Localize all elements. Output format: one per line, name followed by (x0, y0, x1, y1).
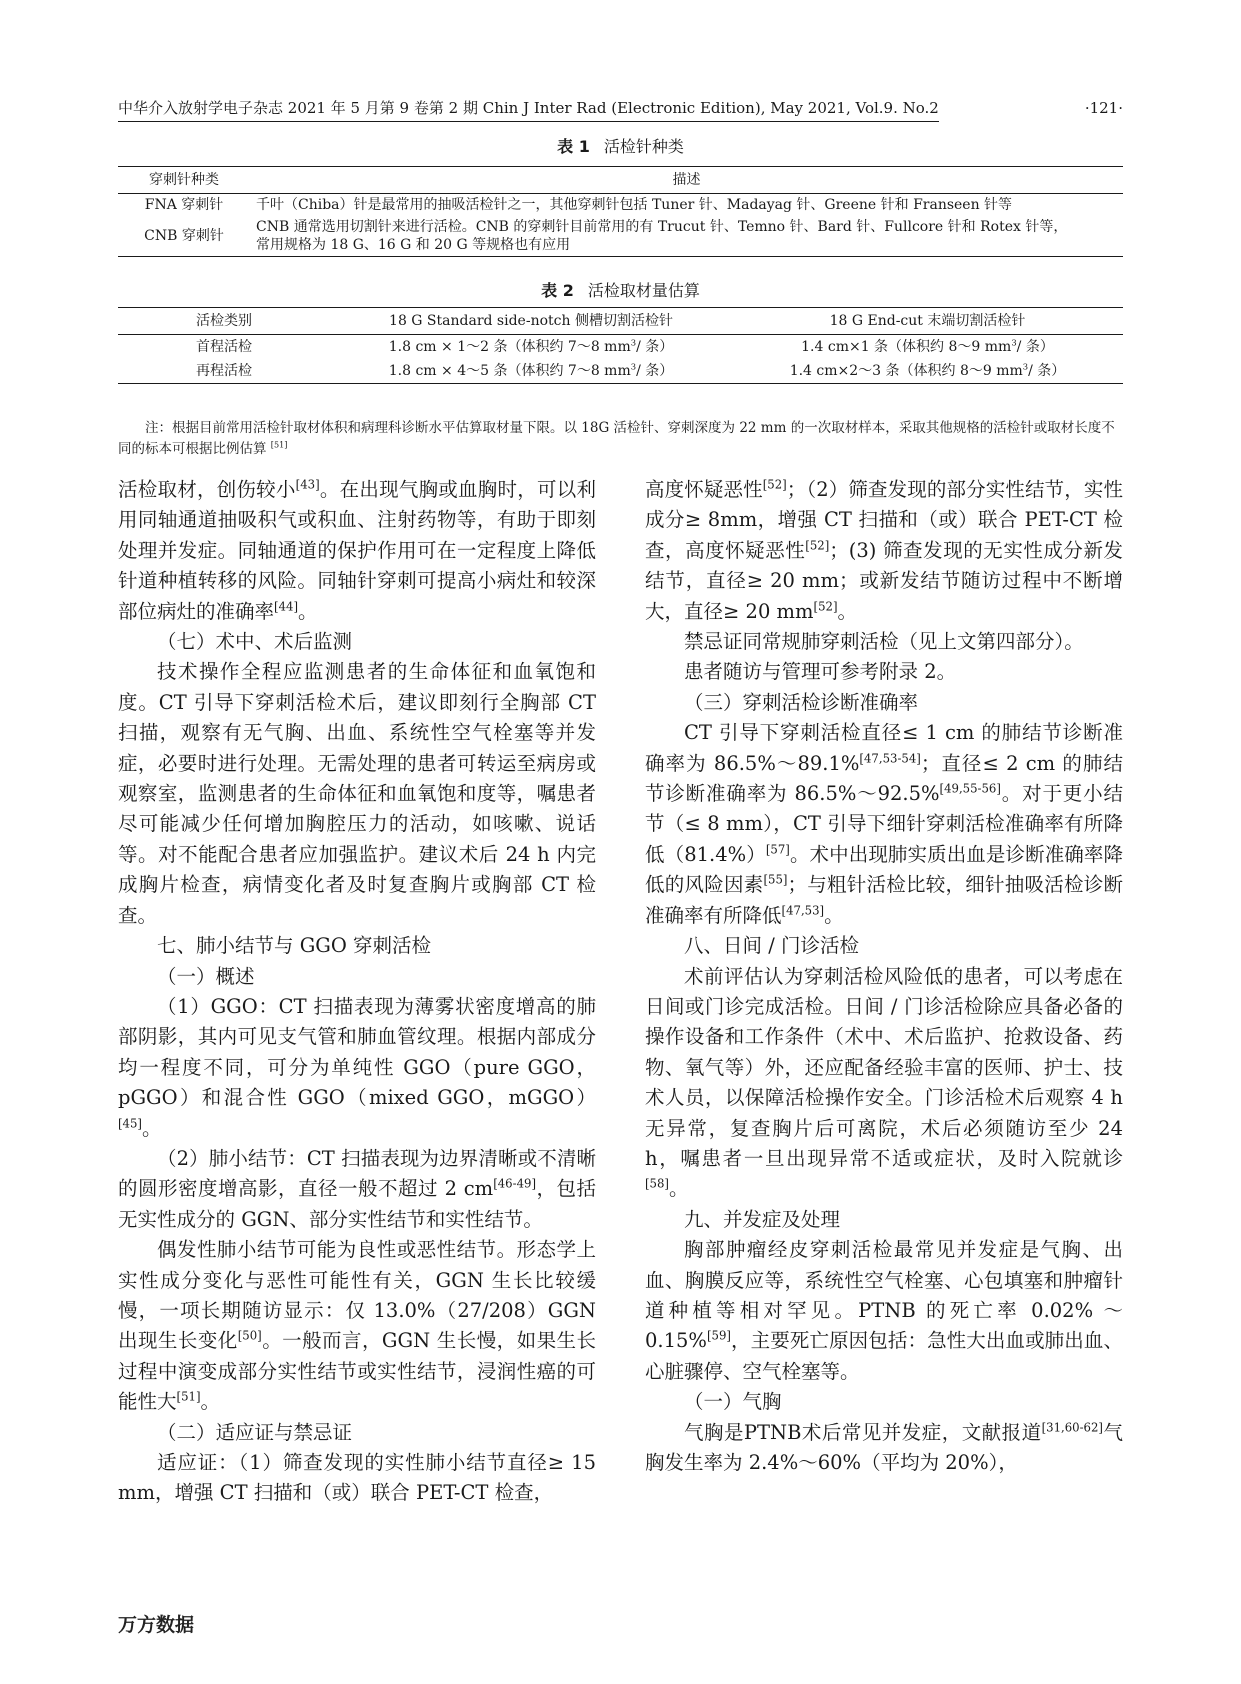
text-run: 偶发性肺小结节可能为良性或恶性结节。形态学上实性成分变化与恶性可能性有关，GGN 生长比较缓慢，一项长期随访显示：仅 13.0%（27/208）GGN 出现生长变化 (118, 1238, 596, 1353)
text-run: 。在出现气胸或血胸时，可以利用同轴通道抽吸积气或积血、注射药物等，有助于即刻处理并发症。同轴通道的保护作用可在一定程度上降低针道种植转移的风险。同轴针穿刺可提高小病灶和较深部位病灶的准确率 (118, 478, 596, 623)
table2-cell-category: 首程活检 (196, 339, 252, 355)
paragraph (645, 657, 1123, 687)
table1-cell-desc (250, 194, 1123, 217)
text-run: （2）肺小结节：CT 扫描表现为边界清晰或不清晰的圆形密度增高影，直径一般不超过 2 cm (118, 1146, 596, 1201)
citation-ref: [44] (274, 599, 299, 614)
text-run: 适应证：（1）筛查发现的实性肺小结节直径≥ 15 mm，增强 CT 扫描和（或）联合 PET-CT 检查， (118, 1451, 596, 1505)
text-run: 。 (837, 599, 858, 623)
table1-label: 表 1 (557, 137, 590, 156)
table1-header-row (118, 167, 1123, 194)
text-run: 七、肺小结节与 GGO 穿刺活检 (157, 934, 432, 958)
text-run: ；直径≤ 2 cm 的肺结节诊断准确率为 86.5%～92.5% (645, 751, 1124, 806)
citation-ref: [45] (118, 1116, 142, 1131)
table2-col-end-cut: 18 G End-cut 末端切割活检针 (829, 313, 1026, 329)
paragraph (645, 962, 1123, 1205)
citation-ref: [50] (237, 1328, 262, 1343)
paragraph (118, 627, 596, 657)
table2-header-row (118, 308, 1123, 335)
text-run: CT 引导下穿刺活检直径≤ 1 cm 的肺结节诊断准确率为 86.5%～89.1% (645, 721, 1123, 775)
text-run: 。 (200, 1390, 221, 1414)
table2-label: 表 2 (541, 281, 574, 300)
text-run: （二）适应证与禁忌证 (157, 1420, 353, 1444)
text-run: ；（2）筛查发现的部分实性结节，实性成分≥ 8mm，增强 CT 扫描和（或）联合 PET-CT 检查，高度怀疑恶性 (645, 478, 1123, 562)
body-column-right (645, 475, 1123, 1478)
text-run: 气胸发生率为 2.4%～60%（平均为 20%）， (645, 1420, 1123, 1474)
paragraph (645, 718, 1123, 931)
table2-cell-end-cut: 1.4 cm×2～3 条（体积约 8～9 $mm^3/$ 条） (789, 361, 1066, 379)
paragraph (118, 1418, 596, 1448)
paragraph (645, 1387, 1123, 1417)
table1 (118, 166, 1123, 257)
text-run: 。术中出现肺实质出血是诊断准确率降低的风险因素 (645, 842, 1123, 897)
journal-citation: 中华介入放射学电子杂志 2021 年 5 月第 9 卷第 2 期 Chin J Inter Rad (Electronic Edition), May 2021, Vol.9. No.2 (118, 98, 939, 122)
text-run: （七）术中、术后监测 (157, 630, 353, 654)
text-run: （1）GGO：CT 扫描表现为薄雾状密度增高的肺部阴影，其内可见支气管和肺血管纹理。根据内部成分均一程度不同，可分为单纯性 GGO（pure GGO，pGGO）和混合性 GGO（mixed GGO，mGGO） (118, 994, 596, 1110)
text-run: （一）气胸 (684, 1390, 782, 1414)
text-run: ；与粗针活检比较，细针抽吸活检诊断准确率有所降低 (645, 873, 1123, 927)
text-run: （一）概述 (157, 964, 255, 988)
table2-note (118, 418, 1123, 460)
desc-line: 常用规格为 18 G、16 G 和 20 G 等规格也有应用 (256, 237, 571, 253)
paragraph (645, 688, 1123, 718)
citation-ref: [58] (645, 1176, 669, 1191)
citation-ref: [47,53-54] (859, 751, 921, 766)
paragraph (118, 1235, 596, 1417)
table2-caption: 活检取材量估算 (587, 281, 700, 300)
text-run: 。 (824, 903, 844, 927)
text-run: 活检取材，创伤较小 (118, 478, 296, 501)
citation-ref: [55] (763, 872, 788, 887)
page-number: ·121· (1084, 99, 1123, 117)
paragraph (645, 627, 1123, 657)
paragraph (645, 1418, 1123, 1479)
table-row (118, 194, 1123, 217)
wanfang-logo: 万方数据 (118, 1614, 195, 1636)
table2-cell-side-notch: 1.8 cm × 4～5 条（体积约 7～8 $mm^3/$ 条） (388, 361, 674, 379)
text-run: 患者随访与管理可参考附录 2。 (684, 660, 957, 684)
table2-note-ref: [51] (270, 439, 288, 450)
citation-ref: [51] (176, 1389, 201, 1404)
citation-ref: [52] (805, 538, 830, 553)
citation-ref: [52] (762, 477, 787, 492)
table-row (118, 359, 1123, 384)
text-run: 技术操作全程应监测患者的生命体征和血氧饱和度。CT 引导下穿刺活检术后，建议即刻行全胸部 CT 扫描，观察有无气胸、出血、系统性空气栓塞等并发症，必要时进行处理。无需处理的患者可转运至病房或观察室，监测患者的生命体征和血氧饱和度等，嘱患者尽可能减少任何增加胸腔压力的活动，如咳嗽、说话等。对不能配合患者应加强监护。建议术后 24 h 内完成胸片检查，病情变化者及时复查胸片或胸部 CT 检查。 (118, 660, 596, 927)
running-header (118, 98, 1123, 122)
desc-line: CNB 通常选用切割针来进行活检。CNB 的穿刺针目前常用的有 Trucut 针、Temno 针、Bard 针、Fullcore 针和 Rotex 针等， (256, 219, 1068, 235)
citation-ref: [49,55-56] (939, 781, 1001, 796)
citation-ref: [52] (813, 599, 838, 614)
paragraph (645, 1235, 1123, 1387)
table2-col-category: 活检类别 (196, 313, 252, 329)
text-run: 禁忌证同常规肺穿刺活检（见上文第四部分）。 (684, 630, 1084, 654)
text-run: 。对于更小结节（≤ 8 mm），CT 引导下细针穿刺活检准确率有所降低（81.4%） (645, 782, 1123, 866)
citation-ref: [47,53] (781, 903, 825, 918)
table1-caption: 活检针种类 (603, 137, 684, 156)
paragraph (645, 931, 1123, 961)
text-run: （三）穿刺活检诊断准确率 (684, 690, 919, 714)
text-run: ，包括无实性成分的 GGN、部分实性结节和实性结节。 (118, 1177, 596, 1231)
paragraph (118, 931, 596, 961)
paragraph (645, 475, 1123, 627)
body-column-left (118, 475, 596, 1509)
paragraph (118, 962, 596, 992)
citation-ref: [43] (295, 477, 320, 492)
paragraph (118, 657, 596, 931)
paragraph (118, 1144, 596, 1235)
table1-cell-type: FNA 穿刺针 (144, 197, 224, 213)
text-run: ；(3) 筛查发现的无实性成分新发结节，直径≥ 20 mm；或新发结节随访过程中不断增大，直径≥ 20 mm (645, 538, 1123, 623)
table2-note-text: 注：根据目前常用活检针取材体积和病理科诊断水平估算取材量下限。以 18G 活检针、穿刺深度为 22 mm 的一次取材样本，采取其他规格的活检针或取材长度不同的标本可根据比例估算 (118, 420, 1115, 457)
table2-cell-category: 再程活检 (196, 363, 252, 379)
text-run: 气胸是PTNB术后常见并发症，文献报道 (684, 1420, 1042, 1444)
paragraph (118, 1448, 596, 1509)
citation-ref: [57] (765, 842, 790, 857)
table1-title (118, 137, 1123, 157)
citation-ref: [46-49] (493, 1176, 536, 1191)
table1-cell-desc (250, 216, 1123, 257)
paragraph (118, 475, 596, 627)
paragraph (118, 992, 596, 1144)
citation-ref: [59] (706, 1328, 731, 1343)
citation-ref: [31,60-62] (1041, 1420, 1103, 1435)
text-run: ，主要死亡原因包括：急性大出血或肺出血、心脏骤停、空气栓塞等。 (645, 1329, 1123, 1383)
text-run: 。 (142, 1116, 162, 1140)
table-row (118, 335, 1123, 360)
desc-line: 千叶（Chiba）针是最常用的抽吸活检针之一，其他穿刺针包括 Tuner 针、Madayag 针、Greene 针和 Franseen 针等 (256, 197, 1013, 213)
table1-col-desc: 描述 (672, 172, 701, 188)
table2-cell-end-cut: 1.4 cm×1 条（体积约 8～9 $mm^3/$ 条） (801, 337, 1054, 355)
text-run: 八、日间 / 门诊活检 (684, 934, 859, 958)
table1-col-type: 穿刺针种类 (149, 172, 219, 188)
table2-cell-side-notch: 1.8 cm × 1～2 条（体积约 7～8 $mm^3/$ 条） (388, 337, 674, 355)
table1-cell-type: CNB 穿刺针 (144, 228, 224, 244)
table2-col-side-notch: 18 G Standard side-notch 侧槽切割活检针 (389, 313, 673, 329)
text-run: 。一般而言，GGN 生长慢，如果生长过程中演变成部分实性结节或实性结节，浸润性癌的可能性大 (118, 1329, 596, 1414)
text-run: 高度怀疑恶性 (645, 478, 763, 501)
table2 (118, 307, 1123, 384)
paragraph (645, 1205, 1123, 1235)
text-run: 。 (669, 1177, 689, 1201)
text-run: 九、并发症及处理 (684, 1207, 841, 1231)
text-run: 。 (298, 599, 318, 623)
table-row (118, 216, 1123, 257)
table2-title (118, 281, 1123, 301)
text-run: 术前评估认为穿刺活检风险低的患者，可以考虑在日间或门诊完成活检。日间 / 门诊活检除应具备必备的操作设备和工作条件（术中、术后监护、抢救设备、药物、氧气等）外，还应配备经验丰富的医师、护士、技术人员，以保障活检操作安全。门诊活检术后观察 4 h 无异常，复查胸片后可离院，术后必须随访至少 24 h，嘱患者一旦出现异常不适或症状，及时入院就诊 (645, 964, 1123, 1170)
text-run: 胸部肿瘤经皮穿刺活检最常见并发症是气胸、出血、胸膜反应等，系统性空气栓塞、心包填塞和肿瘤针道种植等相对罕见。PTNB 的死亡率 0.02% ～ 0.15% (645, 1238, 1123, 1353)
